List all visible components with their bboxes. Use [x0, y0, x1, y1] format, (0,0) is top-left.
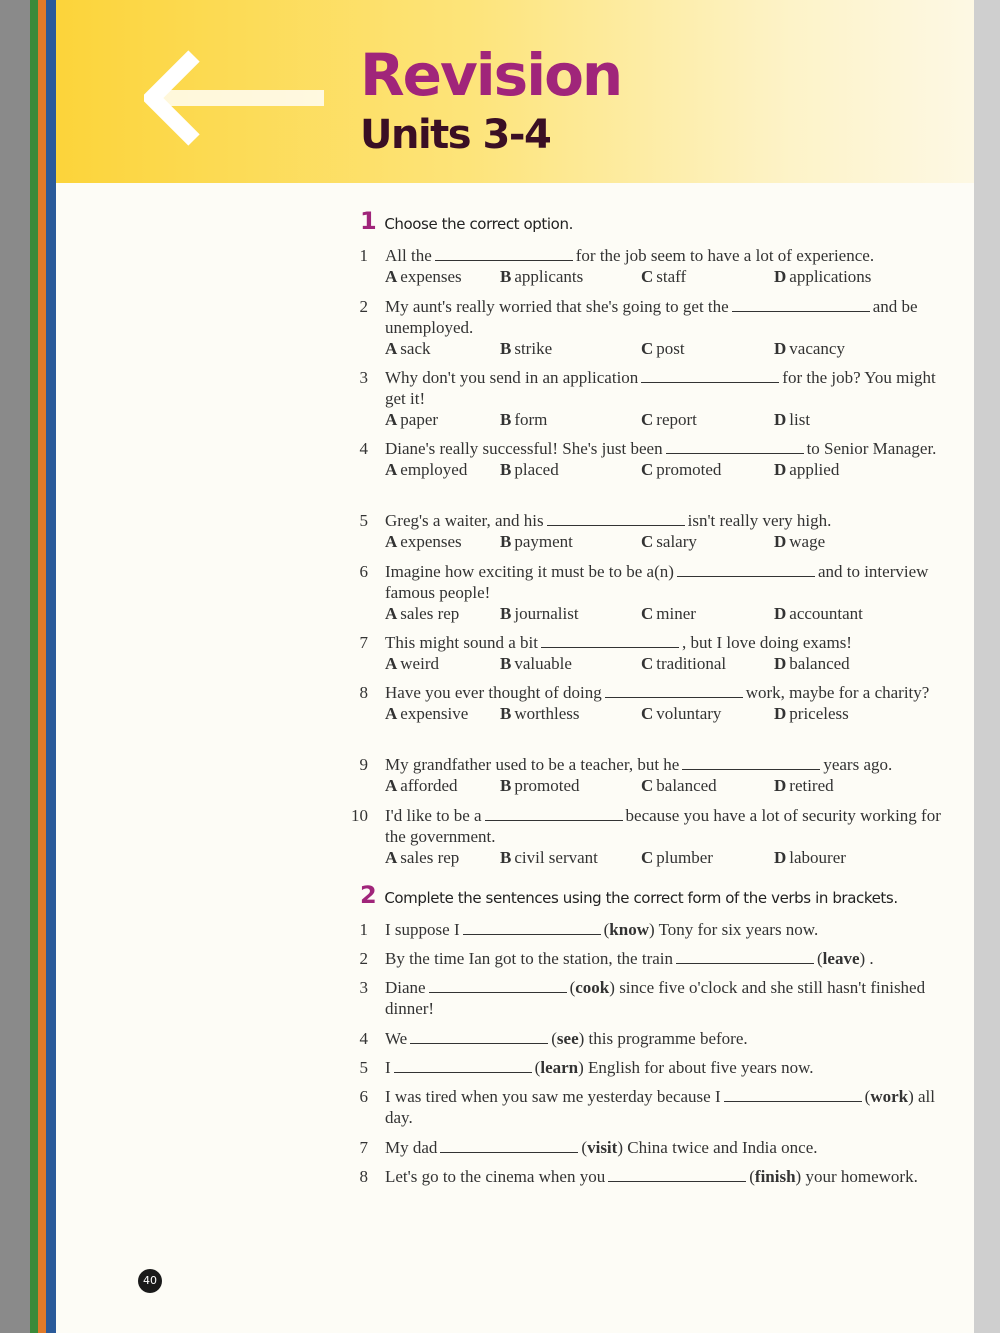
option-label: vacancy [789, 339, 845, 358]
option-letter: D [774, 654, 787, 673]
question-item [346, 632, 946, 674]
option-label: expensive [400, 704, 469, 723]
option-c[interactable] [641, 775, 717, 796]
text-after: Tony for six years now. [658, 920, 819, 939]
option-b[interactable] [500, 459, 559, 480]
option-label: afforded [400, 776, 458, 795]
option-d[interactable] [774, 531, 825, 552]
option-label: applicants [514, 267, 584, 286]
question-number: 1 [359, 246, 368, 265]
option-a[interactable] [385, 409, 438, 430]
option-letter: D [774, 848, 787, 867]
option-a[interactable] [385, 531, 462, 552]
question-item [346, 1086, 956, 1128]
exercise-1-heading [360, 207, 573, 235]
text-before: This might sound a bit [385, 633, 538, 652]
option-letter: A [385, 460, 398, 479]
text-before: I [385, 1058, 391, 1077]
option-d[interactable] [774, 603, 863, 624]
option-label: weird [400, 654, 439, 673]
text-before: I'd like to be a [385, 806, 482, 825]
answer-blank[interactable] [676, 949, 814, 964]
options-row [385, 603, 946, 624]
question-item [346, 977, 956, 1019]
option-letter: B [500, 460, 512, 479]
question-number: 8 [359, 683, 368, 702]
question-item [346, 682, 946, 724]
text-after: because you have a lot of security working for the government. [385, 806, 941, 846]
option-label: miner [656, 604, 696, 623]
option-d[interactable] [774, 338, 845, 359]
option-label: paper [400, 410, 439, 429]
answer-blank[interactable] [677, 562, 815, 577]
option-label: civil servant [514, 848, 598, 867]
options-row [385, 459, 946, 480]
text-after: this programme before. [588, 1029, 748, 1048]
option-b[interactable] [500, 653, 572, 674]
option-label: report [656, 410, 697, 429]
options-row [385, 266, 946, 287]
exercise-instruction: Choose the correct option. [384, 215, 573, 233]
answer-blank[interactable] [608, 1167, 746, 1182]
answer-blank[interactable] [394, 1058, 532, 1073]
question-number: 3 [359, 978, 368, 997]
question-text [385, 245, 946, 266]
option-b[interactable] [500, 531, 573, 552]
question-number: 9 [359, 755, 368, 774]
text-before: Greg's a waiter, and his [385, 511, 544, 530]
text-before: Diane [385, 978, 426, 997]
question-text [385, 754, 946, 775]
page-subtitle: Units 3-4 [360, 112, 551, 158]
textbook-page [56, 0, 974, 1333]
option-letter: A [385, 267, 398, 286]
text-before: Why don't you send in an application [385, 368, 639, 387]
option-b[interactable] [500, 775, 580, 796]
option-letter: A [385, 776, 398, 795]
options-row [385, 409, 946, 430]
question-item [346, 438, 946, 480]
option-letter: C [641, 460, 654, 479]
text-after: years ago. [823, 755, 893, 774]
question-text [385, 296, 946, 338]
text-before: All the [385, 246, 432, 265]
option-letter: D [774, 410, 787, 429]
option-label: sack [400, 339, 431, 358]
option-label: traditional [656, 654, 727, 673]
option-c[interactable] [641, 459, 721, 480]
options-row [385, 531, 946, 552]
option-label: list [789, 410, 811, 429]
option-label: payment [514, 532, 573, 551]
question-number: 1 [359, 920, 368, 939]
option-d[interactable] [774, 703, 849, 724]
option-label: worthless [514, 704, 580, 723]
question-number: 2 [359, 297, 368, 316]
text-before: Imagine how exciting it must be to be a(n) [385, 562, 674, 581]
exercise-number: 2 [360, 881, 377, 909]
options-row [385, 847, 946, 868]
text-after: and be unemployed. [385, 297, 918, 337]
question-number: 6 [359, 562, 368, 581]
option-b[interactable] [500, 847, 598, 868]
option-label: post [656, 339, 685, 358]
question-text: Diane (cook) since five o'clock and she still hasn't finished dinner! [385, 978, 926, 1018]
verb-hint: learn [540, 1058, 579, 1077]
option-letter: D [774, 460, 787, 479]
answer-blank[interactable] [463, 920, 601, 935]
option-label: valuable [514, 654, 572, 673]
option-label: promoted [514, 776, 580, 795]
answer-blank[interactable] [724, 1087, 862, 1102]
options-row [385, 775, 946, 796]
answer-blank[interactable] [541, 633, 679, 648]
answer-blank[interactable] [666, 439, 804, 454]
option-label: expenses [400, 532, 462, 551]
option-a[interactable] [385, 703, 468, 724]
option-label: employed [400, 460, 468, 479]
text-after: China twice and India once. [627, 1138, 818, 1157]
question-text [385, 438, 946, 459]
answer-blank[interactable] [435, 246, 573, 261]
option-letter: D [774, 339, 787, 358]
question-text: Let's go to the cinema when you (finish) your homework. [385, 1167, 918, 1186]
option-label: plumber [656, 848, 713, 867]
text-before: Have you ever thought of doing [385, 683, 602, 702]
verb-hint: cook [575, 978, 610, 997]
option-letter: B [500, 776, 512, 795]
text-after: work, maybe for a charity? [745, 683, 930, 702]
question-text [385, 805, 946, 847]
question-item [346, 919, 956, 940]
options-row [385, 338, 946, 359]
option-a[interactable] [385, 459, 467, 480]
option-label: labourer [789, 848, 846, 867]
question-item [346, 805, 946, 868]
option-label: journalist [514, 604, 579, 623]
text-before: I was tired when you saw me yesterday because I [385, 1087, 721, 1106]
page-number: 40 [138, 1269, 162, 1293]
option-label: expenses [400, 267, 462, 286]
question-text [385, 682, 946, 703]
question-text: I was tired when you saw me yesterday because I (work) all day. [385, 1087, 936, 1127]
exercise-2-heading [360, 881, 898, 909]
question-number: 5 [359, 1058, 368, 1077]
option-b[interactable] [500, 409, 547, 430]
page-title: Revision [360, 41, 622, 109]
question-item [346, 296, 946, 359]
option-label: priceless [789, 704, 849, 723]
text-before: My dad [385, 1138, 438, 1157]
exercise-number: 1 [360, 207, 377, 235]
option-label: sales rep [400, 848, 460, 867]
text-after: since five o'clock and she still hasn't finished dinner! [385, 978, 926, 1018]
options-row [385, 703, 946, 724]
text-before: My aunt's really worried that she's going to get the [385, 297, 729, 316]
option-letter: C [641, 532, 654, 551]
text-after: isn't really very high. [687, 511, 832, 530]
verb-hint: visit [587, 1138, 618, 1157]
option-c[interactable] [641, 338, 685, 359]
option-c[interactable] [641, 703, 721, 724]
question-item [346, 1166, 956, 1187]
question-item [346, 1137, 956, 1158]
option-letter: B [500, 604, 512, 623]
option-letter: A [385, 704, 398, 723]
option-label: salary [656, 532, 697, 551]
option-letter: A [385, 339, 398, 358]
option-d[interactable] [774, 653, 850, 674]
option-d[interactable] [774, 847, 846, 868]
option-letter: A [385, 532, 398, 551]
page-header [56, 0, 974, 183]
question-item [346, 367, 946, 430]
option-c[interactable] [641, 531, 697, 552]
option-a[interactable] [385, 653, 439, 674]
exercise-instruction: Complete the sentences using the correct form of the verbs in brackets. [384, 889, 898, 907]
question-text: I suppose I (know) Tony for six years now. [385, 920, 819, 939]
option-label: retired [789, 776, 834, 795]
left-arrow-icon [144, 48, 329, 148]
option-label: sales rep [400, 604, 460, 623]
question-number: 8 [359, 1167, 368, 1186]
answer-blank[interactable] [682, 755, 820, 770]
option-letter: C [641, 848, 654, 867]
text-after: , but I love doing exams! [682, 633, 852, 652]
option-d[interactable] [774, 775, 834, 796]
option-c[interactable] [641, 603, 696, 624]
option-a[interactable] [385, 847, 459, 868]
text-before: My grandfather used to be a teacher, but he [385, 755, 680, 774]
options-row [385, 653, 946, 674]
option-letter: B [500, 848, 512, 867]
option-label: balanced [656, 776, 717, 795]
question-number: 4 [359, 1029, 368, 1048]
question-item [346, 245, 946, 287]
answer-blank[interactable] [605, 683, 743, 698]
answer-blank[interactable] [429, 978, 567, 993]
question-number: 3 [359, 368, 368, 387]
text-before: Diane's really successful! She's just been [385, 439, 663, 458]
text-after: for the job seem to have a lot of experience. [575, 246, 875, 265]
option-letter: D [774, 704, 787, 723]
option-d[interactable] [774, 459, 839, 480]
text-before: We [385, 1029, 408, 1048]
option-c[interactable] [641, 847, 713, 868]
verb-hint: leave [822, 949, 860, 968]
question-text: My dad (visit) China twice and India once. [385, 1138, 818, 1157]
option-label: applications [789, 267, 872, 286]
option-b[interactable] [500, 338, 552, 359]
option-label: applied [789, 460, 840, 479]
text-after: for the job? You might get it! [385, 368, 936, 408]
question-number: 5 [359, 511, 368, 530]
option-label: voluntary [656, 704, 722, 723]
question-number: 4 [359, 439, 368, 458]
answer-blank[interactable] [641, 368, 779, 383]
option-label: accountant [789, 604, 863, 623]
option-letter: C [641, 604, 654, 623]
text-before: By the time Ian got to the station, the train [385, 949, 673, 968]
option-d[interactable] [774, 266, 871, 287]
question-number: 2 [359, 949, 368, 968]
option-letter: B [500, 410, 512, 429]
text-after: and to interview famous people! [385, 562, 929, 602]
option-label: wage [789, 532, 826, 551]
option-letter: A [385, 604, 398, 623]
question-item [346, 1057, 956, 1078]
option-letter: C [641, 339, 654, 358]
option-letter: C [641, 704, 654, 723]
answer-blank[interactable] [485, 806, 623, 821]
page-margin [974, 0, 1000, 1333]
option-label: balanced [789, 654, 850, 673]
question-item [346, 561, 946, 624]
option-label: strike [514, 339, 553, 358]
option-letter: B [500, 704, 512, 723]
option-a[interactable] [385, 603, 459, 624]
verb-hint: work [870, 1087, 909, 1106]
question-item [346, 948, 956, 969]
question-number: 6 [359, 1087, 368, 1106]
book-edge-stripes [30, 0, 56, 1333]
option-b[interactable] [500, 703, 580, 724]
question-text [385, 632, 946, 653]
question-item [346, 510, 946, 552]
answer-blank[interactable] [732, 297, 870, 312]
text-after: all day. [385, 1087, 936, 1127]
option-label: promoted [656, 460, 722, 479]
option-label: staff [656, 267, 687, 286]
option-letter: D [774, 604, 787, 623]
option-a[interactable] [385, 338, 431, 359]
option-a[interactable] [385, 775, 458, 796]
option-letter: C [641, 776, 654, 795]
answer-blank[interactable] [440, 1138, 578, 1153]
option-letter: B [500, 267, 512, 286]
verb-hint: know [609, 920, 649, 939]
option-letter: D [774, 267, 787, 286]
option-letter: B [500, 339, 512, 358]
question-text: We (see) this programme before. [385, 1029, 748, 1048]
option-a[interactable] [385, 266, 462, 287]
option-c[interactable] [641, 266, 686, 287]
option-letter: C [641, 654, 654, 673]
question-text [385, 561, 946, 603]
option-letter: C [641, 267, 654, 286]
option-letter: A [385, 654, 398, 673]
question-text: I (learn) English for about five years now. [385, 1058, 814, 1077]
text-after: English for about five years now. [588, 1058, 814, 1077]
option-label: placed [514, 460, 559, 479]
text-after: your homework. [805, 1167, 918, 1186]
option-letter: B [500, 654, 512, 673]
question-item [346, 1028, 956, 1049]
option-letter: D [774, 776, 787, 795]
option-b[interactable] [500, 266, 583, 287]
text-before: I suppose I [385, 920, 460, 939]
verb-hint: see [556, 1029, 579, 1048]
question-text [385, 367, 946, 409]
question-text: By the time Ian got to the station, the train (leave) . [385, 949, 874, 968]
question-text [385, 510, 946, 531]
answer-blank[interactable] [547, 511, 685, 526]
option-letter: A [385, 848, 398, 867]
option-letter: C [641, 410, 654, 429]
option-d[interactable] [774, 409, 810, 430]
question-item [346, 754, 946, 796]
question-number: 7 [359, 633, 368, 652]
question-number: 7 [359, 1138, 368, 1157]
text-after: . [869, 949, 874, 968]
option-c[interactable] [641, 653, 726, 674]
option-letter: D [774, 532, 787, 551]
text-after: to Senior Manager. [806, 439, 937, 458]
question-number: 10 [351, 806, 368, 825]
text-before: Let's go to the cinema when you [385, 1167, 606, 1186]
option-label: form [514, 410, 548, 429]
option-b[interactable] [500, 603, 579, 624]
option-letter: B [500, 532, 512, 551]
answer-blank[interactable] [410, 1029, 548, 1044]
option-c[interactable] [641, 409, 697, 430]
option-letter: A [385, 410, 398, 429]
verb-hint: finish [754, 1167, 796, 1186]
